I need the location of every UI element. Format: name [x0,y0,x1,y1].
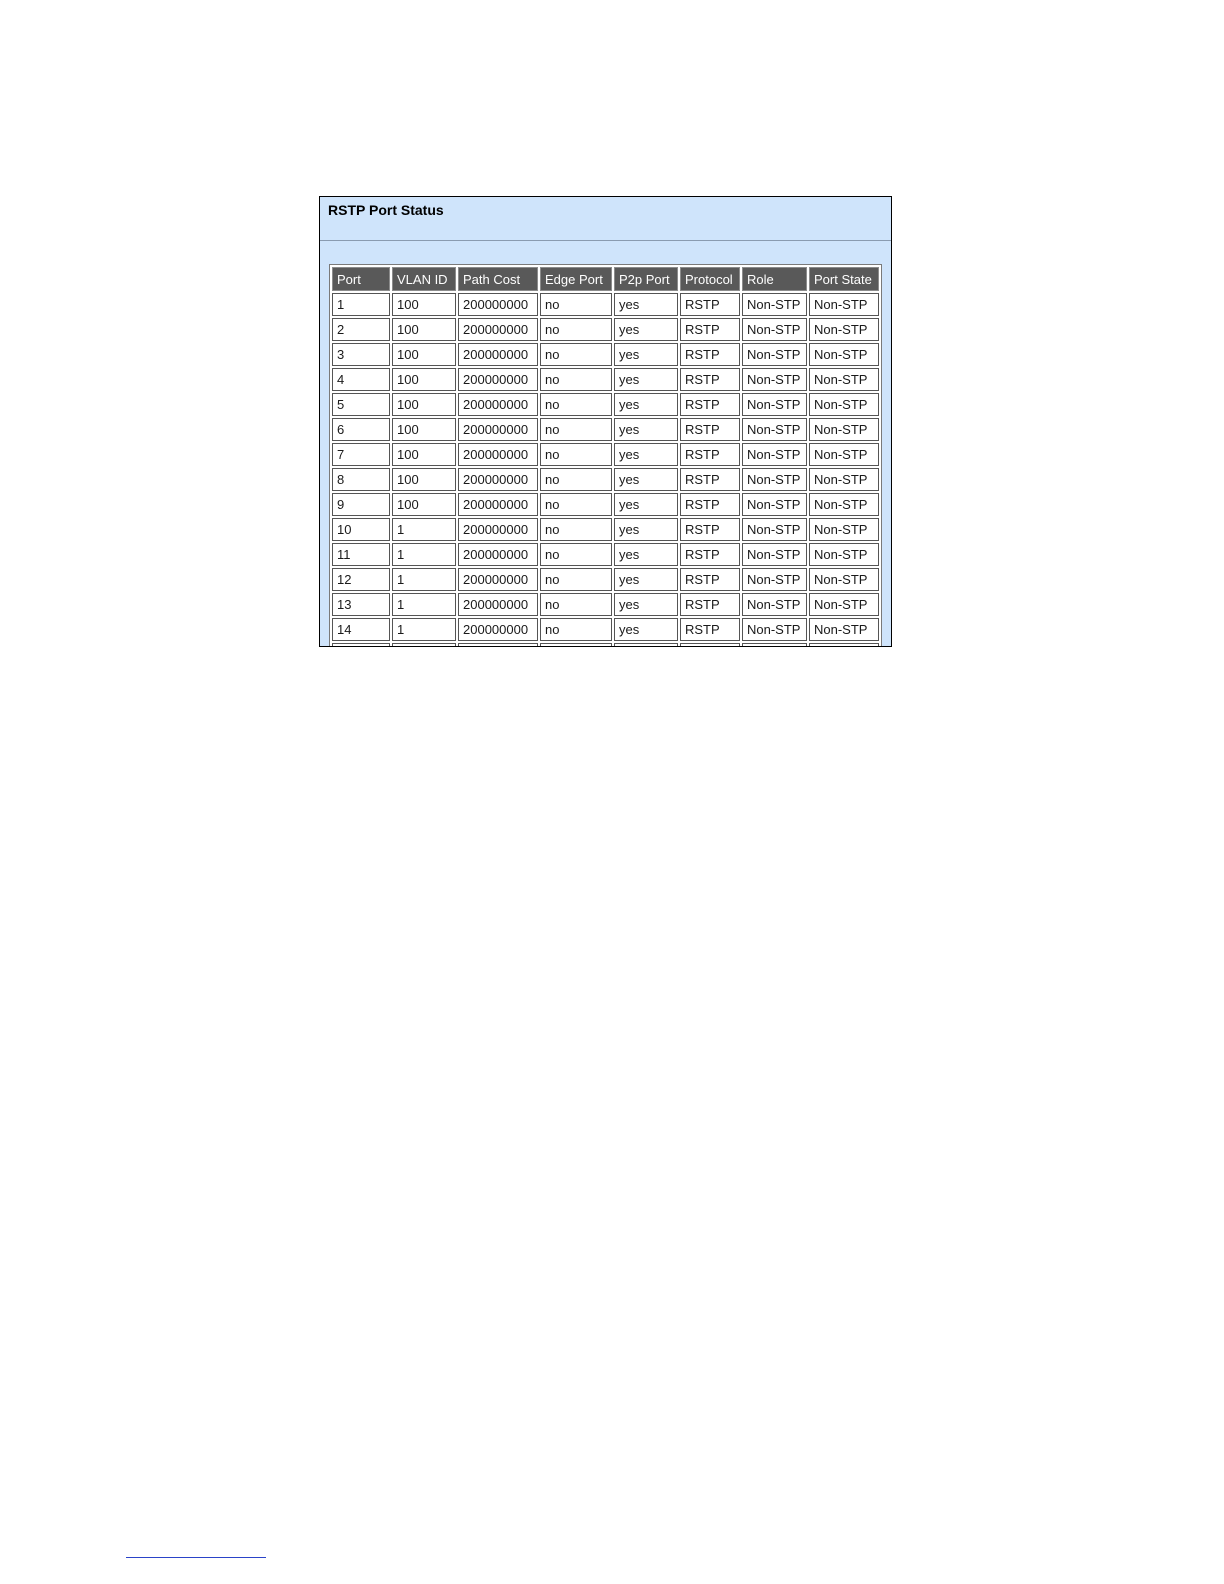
title-divider [320,240,891,241]
cell-p2p-port: yes [614,418,678,441]
cell-path-cost: 200000000 [458,368,538,391]
table-header-row [332,267,879,291]
cell-p2p-port: yes [614,618,678,641]
cell-port: 7 [332,443,390,466]
cell-role: Non-STP [742,443,807,466]
table-row [332,343,879,366]
table-row [332,293,879,316]
cell-protocol: RSTP [680,368,740,391]
port-status-table [329,264,882,647]
cell-path-cost: 200000000 [458,318,538,341]
cell-vlan-id: 100 [392,468,456,491]
port-status-table-wrap [329,264,882,647]
cell-vlan-id: 100 [392,393,456,416]
cell-path-cost: 200000000 [458,618,538,641]
cell-edge-port [540,643,612,647]
cell-edge-port: no [540,418,612,441]
table-row [332,418,879,441]
column-header-path-cost: Path Cost [458,267,538,291]
cell-edge-port: no [540,468,612,491]
cell-role [742,643,807,647]
cell-path-cost: 200000000 [458,543,538,566]
cell-p2p-port: yes [614,468,678,491]
cell-vlan-id: 100 [392,343,456,366]
cell-vlan-id: 1 [392,593,456,616]
cell-port: 4 [332,368,390,391]
cell-path-cost: 200000000 [458,568,538,591]
cell-edge-port: no [540,393,612,416]
cell-edge-port: no [540,568,612,591]
column-header-port-state: Port State [809,267,879,291]
cell-port-state: Non-STP [809,568,879,591]
cell-port: 10 [332,518,390,541]
cell-role: Non-STP [742,568,807,591]
cell-path-cost: 200000000 [458,468,538,491]
rstp-port-status-screenshot [319,196,892,647]
cell-path-cost [458,643,538,647]
cell-port: 11 [332,543,390,566]
cell-vlan-id: 100 [392,443,456,466]
cell-role: Non-STP [742,393,807,416]
cell-protocol: RSTP [680,593,740,616]
table-row [332,318,879,341]
cell-port-state: Non-STP [809,293,879,316]
cell-role: Non-STP [742,618,807,641]
cell-protocol: RSTP [680,468,740,491]
cell-role: Non-STP [742,368,807,391]
cell-role: Non-STP [742,543,807,566]
table-body [332,293,879,647]
cell-p2p-port: yes [614,493,678,516]
column-header-role: Role [742,267,807,291]
cell-port: 1 [332,293,390,316]
cell-vlan-id: 100 [392,418,456,441]
cell-port: 14 [332,618,390,641]
table-row [332,618,879,641]
cell-port-state: Non-STP [809,518,879,541]
cell-protocol [680,643,740,647]
cell-p2p-port: yes [614,518,678,541]
column-header-port: Port [332,267,390,291]
panel-title: RSTP Port Status [328,202,444,218]
cell-role: Non-STP [742,293,807,316]
cell-port-state: Non-STP [809,368,879,391]
column-header-p2p-port: P2p Port [614,267,678,291]
cell-p2p-port: yes [614,368,678,391]
cell-edge-port: no [540,318,612,341]
cell-port-state: Non-STP [809,618,879,641]
cell-path-cost: 200000000 [458,393,538,416]
table-row [332,543,879,566]
cell-path-cost: 200000000 [458,443,538,466]
table-row [332,493,879,516]
cell-protocol: RSTP [680,493,740,516]
column-header-protocol: Protocol [680,267,740,291]
cell-edge-port: no [540,343,612,366]
cell-vlan-id: 1 [392,543,456,566]
cell-path-cost: 200000000 [458,493,538,516]
cell-p2p-port: yes [614,293,678,316]
cell-vlan-id [392,643,456,647]
table-row [332,443,879,466]
cell-port: 5 [332,393,390,416]
cell-port: 3 [332,343,390,366]
cell-p2p-port: yes [614,443,678,466]
cell-p2p-port: yes [614,568,678,591]
cell-role: Non-STP [742,418,807,441]
cell-edge-port: no [540,518,612,541]
cell-vlan-id: 100 [392,318,456,341]
footnote-rule [126,1557,266,1558]
cell-protocol: RSTP [680,618,740,641]
cell-p2p-port: yes [614,343,678,366]
cell-vlan-id: 1 [392,518,456,541]
cell-edge-port: no [540,593,612,616]
cell-port-state: Non-STP [809,418,879,441]
table-row [332,643,879,647]
cell-protocol: RSTP [680,518,740,541]
cell-vlan-id: 100 [392,493,456,516]
cell-vlan-id: 1 [392,618,456,641]
cell-p2p-port: yes [614,543,678,566]
cell-path-cost: 200000000 [458,593,538,616]
column-header-edge-port: Edge Port [540,267,612,291]
cell-protocol: RSTP [680,318,740,341]
cell-protocol: RSTP [680,293,740,316]
cell-port-state: Non-STP [809,468,879,491]
cell-protocol: RSTP [680,443,740,466]
cell-p2p-port: yes [614,318,678,341]
cell-port-state: Non-STP [809,493,879,516]
cell-port-state: Non-STP [809,318,879,341]
cell-protocol: RSTP [680,393,740,416]
cell-vlan-id: 100 [392,368,456,391]
cell-edge-port: no [540,293,612,316]
cell-p2p-port [614,643,678,647]
cell-role: Non-STP [742,468,807,491]
table-row [332,368,879,391]
cell-port-state: Non-STP [809,593,879,616]
table-row [332,518,879,541]
cell-role: Non-STP [742,518,807,541]
cell-protocol: RSTP [680,568,740,591]
cell-port-state: Non-STP [809,443,879,466]
cell-port-state: Non-STP [809,343,879,366]
table-row [332,468,879,491]
cell-path-cost: 200000000 [458,293,538,316]
table-row [332,393,879,416]
cell-role: Non-STP [742,493,807,516]
cell-path-cost: 200000000 [458,518,538,541]
cell-port: 2 [332,318,390,341]
cell-vlan-id: 100 [392,293,456,316]
cell-path-cost: 200000000 [458,343,538,366]
cell-port: 6 [332,418,390,441]
cell-port: 13 [332,593,390,616]
cell-protocol: RSTP [680,418,740,441]
cell-role: Non-STP [742,593,807,616]
cell-port [332,643,390,647]
cell-port-state: Non-STP [809,543,879,566]
cell-edge-port: no [540,618,612,641]
cell-protocol: RSTP [680,343,740,366]
cell-port-state: Non-STP [809,393,879,416]
cell-p2p-port: yes [614,593,678,616]
cell-port: 8 [332,468,390,491]
cell-vlan-id: 1 [392,568,456,591]
cell-protocol: RSTP [680,543,740,566]
cell-edge-port: no [540,493,612,516]
column-header-vlan-id: VLAN ID [392,267,456,291]
cell-port-state [809,643,879,647]
cell-port: 12 [332,568,390,591]
cell-p2p-port: yes [614,393,678,416]
cell-edge-port: no [540,543,612,566]
cell-port: 9 [332,493,390,516]
cell-path-cost: 200000000 [458,418,538,441]
table-row [332,593,879,616]
cell-role: Non-STP [742,318,807,341]
cell-edge-port: no [540,368,612,391]
table-row [332,568,879,591]
cell-role: Non-STP [742,343,807,366]
cell-edge-port: no [540,443,612,466]
